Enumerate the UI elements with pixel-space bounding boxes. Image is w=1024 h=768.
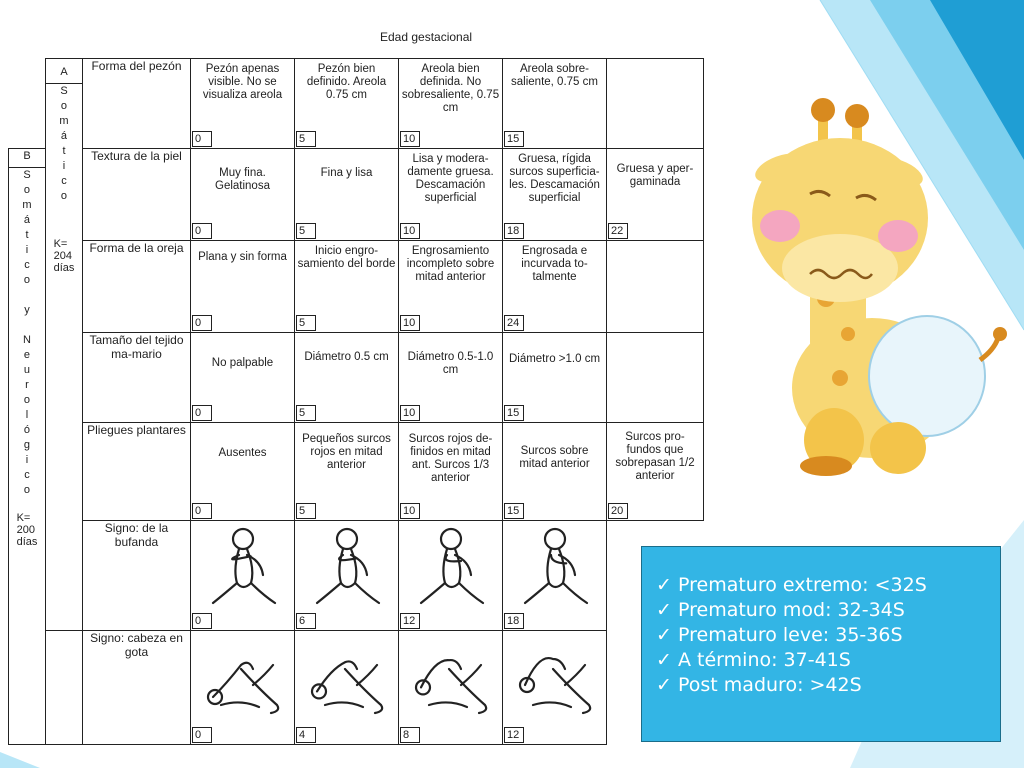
- check-icon: ✓: [656, 674, 672, 696]
- head-drop-figure-lines: [208, 663, 278, 713]
- score-box: 5: [296, 405, 316, 421]
- table-cell: [607, 333, 704, 423]
- vertical-letter: t: [25, 229, 29, 241]
- cell-text: Areola sobre-saliente, 0.75 cm: [511, 63, 598, 88]
- gestational-age-classification-box: [641, 546, 1001, 742]
- cell-text: No palpable: [211, 357, 274, 369]
- table-body: [9, 59, 704, 745]
- row-label-cell: [83, 423, 191, 521]
- score-box: 10: [400, 503, 420, 519]
- score-box: 12: [504, 727, 524, 743]
- score-box: 0: [192, 405, 212, 421]
- row-label: Forma de la oreja: [89, 241, 184, 255]
- giraffe-cheek: [760, 210, 800, 242]
- giraffe-tail-tip: [993, 327, 1007, 341]
- k-unit: días: [16, 536, 38, 548]
- row-label-cell: [83, 333, 191, 423]
- vertical-letter: S: [23, 169, 31, 181]
- giraffe-leg: [870, 422, 926, 474]
- scarf-sign-figure: [307, 525, 387, 609]
- classification-text: Prematuro mod: 32-34S: [678, 599, 905, 621]
- scarf-figure-lines: [317, 529, 379, 603]
- score-box: 10: [400, 131, 420, 147]
- score-box: 5: [296, 315, 316, 331]
- check-icon: ✓: [656, 649, 672, 671]
- section-a-letter: A: [46, 65, 82, 84]
- score-box: 5: [296, 223, 316, 239]
- check-icon: ✓: [656, 624, 672, 646]
- vertical-letter: S: [60, 85, 68, 97]
- cell-text: Muy fina. Gelatinosa: [215, 167, 270, 192]
- cell-text: Pezón apenas visible. No se visualiza areola: [202, 63, 283, 101]
- classification-item: [656, 648, 1000, 673]
- row-label: Signo: de la bufanda: [104, 521, 169, 549]
- scarf-figure-lines: [421, 529, 483, 603]
- section-a-spacer: [46, 521, 83, 631]
- score-box: 0: [192, 223, 212, 239]
- cell-text: Surcos sobre mitad anterior: [519, 445, 590, 470]
- giraffe-muzzle: [782, 234, 898, 302]
- vertical-letter: c: [61, 175, 67, 187]
- score-box: 0: [192, 315, 212, 331]
- table-cell: [503, 59, 607, 149]
- table-cell: [607, 423, 704, 521]
- table-row: [9, 149, 704, 241]
- table-row: [9, 241, 704, 333]
- table-cell: [607, 149, 704, 241]
- table-cell: [191, 241, 295, 333]
- head-drop-figure-lines: [520, 658, 590, 713]
- cell-text: Diámetro 0.5 cm: [304, 351, 389, 363]
- giraffe-illustration: [722, 98, 1012, 478]
- table-cell: [295, 241, 399, 333]
- table-cell: [607, 59, 704, 149]
- score-box: 18: [504, 613, 524, 629]
- classification-item: [656, 673, 1000, 698]
- table-cell: [399, 631, 503, 745]
- head-drop-sign-figure: [201, 635, 285, 719]
- cell-text: Diámetro >1.0 cm: [508, 353, 601, 365]
- table-cell: [191, 59, 295, 149]
- cell-text: Inicio engro-samiento del borde: [297, 245, 396, 270]
- vertical-letter: u: [23, 364, 31, 376]
- vertical-letter: o: [23, 394, 31, 406]
- vertical-letter: i: [25, 244, 29, 256]
- section-b-word: [22, 168, 31, 498]
- vertical-letter: ó: [23, 424, 31, 436]
- vertical-letter: á: [60, 130, 68, 142]
- row-label-cell: [83, 59, 191, 149]
- vertical-letter: e: [23, 349, 31, 361]
- cell-text: Engrosamiento incompleto sobre mitad anterior: [406, 245, 495, 283]
- cell-text: Areola bien definida. No sobresaliente, 0.75 cm: [401, 63, 500, 114]
- row-label-cell: [83, 631, 191, 745]
- classification-item: [656, 573, 1000, 598]
- table-row: [9, 333, 704, 423]
- section-a-k: [54, 238, 75, 274]
- capurro-table: [8, 58, 704, 745]
- score-box: 12: [400, 613, 420, 629]
- score-box: 8: [400, 727, 420, 743]
- vertical-letter: o: [23, 274, 31, 286]
- k-unit: días: [53, 262, 75, 274]
- vertical-letter: g: [23, 439, 31, 451]
- deco-corner-bottom-left: [0, 752, 40, 768]
- score-box: 0: [192, 503, 212, 519]
- vertical-letter: t: [62, 145, 66, 157]
- vertical-letter: N: [23, 334, 31, 346]
- score-box: 0: [192, 131, 212, 147]
- section-b-letter: B: [9, 149, 45, 168]
- section-a: [46, 59, 83, 521]
- cell-text: Gruesa y aper-gaminada: [616, 163, 694, 188]
- section-b: [9, 149, 46, 745]
- giraffe-horn-tip: [845, 104, 869, 128]
- vertical-letter: c: [24, 259, 30, 271]
- giraffe-spot: [841, 327, 855, 341]
- giraffe-hoof: [800, 456, 852, 476]
- head-drop-sign-figure: [305, 635, 389, 719]
- cell-text: Diámetro 0.5-1.0 cm: [407, 351, 494, 376]
- table-cell: [295, 149, 399, 241]
- head-drop-figure-lines: [312, 661, 382, 713]
- row-label: Pliegues plantares: [87, 423, 186, 437]
- giraffe-tail: [980, 338, 998, 360]
- score-box: 22: [608, 223, 628, 239]
- score-box: 18: [504, 223, 524, 239]
- table-cell: [295, 423, 399, 521]
- scarf-sign-figure: [515, 525, 595, 609]
- score-box: 20: [608, 503, 628, 519]
- table-cell: [399, 423, 503, 521]
- table-cell: [607, 241, 704, 333]
- cell-text: Engrosada e incurvada to-talmente: [521, 245, 588, 283]
- classification-text: Prematuro extremo: <32S: [678, 574, 927, 596]
- table-cell: [191, 149, 295, 241]
- table-cell: [399, 521, 503, 631]
- k-label: K=: [53, 238, 68, 250]
- vertical-letter: m: [22, 199, 32, 211]
- cell-text: Lisa y modera-damente gruesa. Descamación superficial: [407, 153, 494, 204]
- vertical-letter: o: [23, 484, 31, 496]
- k-label: K=: [16, 512, 31, 524]
- table-cell: [191, 333, 295, 423]
- table-title: Edad gestacional: [380, 30, 473, 44]
- table-cell: [191, 423, 295, 521]
- vertical-letter: [22, 288, 31, 303]
- score-box: 10: [400, 315, 420, 331]
- k-value: 200: [16, 524, 35, 536]
- table-cell: [503, 423, 607, 521]
- classification-text: Post maduro: >42S: [678, 674, 862, 696]
- score-box: 24: [504, 315, 524, 331]
- empty-corner: [9, 59, 46, 149]
- vertical-letter: l: [25, 409, 29, 421]
- k-value: 204: [53, 250, 72, 262]
- head-drop-sign-figure: [409, 635, 493, 719]
- table-cell: [503, 631, 607, 745]
- cell-text: Fina y lisa: [320, 167, 373, 179]
- score-box: 0: [192, 727, 212, 743]
- score-box: 5: [296, 503, 316, 519]
- scarf-sign-figure: [203, 525, 283, 609]
- section-a-spacer: [46, 631, 83, 745]
- table-cell: [503, 149, 607, 241]
- row-label-cell: [83, 149, 191, 241]
- head-drop-sign-figure: [513, 635, 597, 719]
- scarf-sign-figure: [411, 525, 491, 609]
- row-label: Forma del pezón: [91, 59, 182, 73]
- table-cell: [191, 521, 295, 631]
- vertical-letter: [22, 318, 31, 333]
- check-icon: ✓: [656, 599, 672, 621]
- table-cell: [399, 241, 503, 333]
- giraffe-spot: [832, 370, 848, 386]
- vertical-letter: á: [23, 214, 31, 226]
- giraffe-cheek: [878, 220, 918, 252]
- table-row: [9, 423, 704, 521]
- row-label: Tamaño del tejido ma-mario: [89, 333, 184, 361]
- vertical-letter: o: [23, 184, 31, 196]
- table-cell: [295, 59, 399, 149]
- score-box: 10: [400, 405, 420, 421]
- cell-text: Pequeños surcos rojos en mitad anterior: [302, 433, 391, 471]
- table-cell: [295, 521, 399, 631]
- score-box: 10: [400, 223, 420, 239]
- vertical-letter: c: [24, 469, 30, 481]
- row-label-cell: [83, 241, 191, 333]
- classification-text: Prematuro leve: 35-36S: [678, 624, 903, 646]
- vertical-letter: m: [59, 115, 69, 127]
- classification-text: A término: 37-41S: [678, 649, 851, 671]
- cell-text: Gruesa, rígida surcos superficia-les. Descamación superficial: [509, 153, 600, 204]
- vertical-letter: y: [24, 304, 30, 316]
- table-row: [9, 521, 704, 631]
- giraffe-diaper: [869, 316, 985, 436]
- table-cell: [399, 149, 503, 241]
- classification-item: [656, 623, 1000, 648]
- row-label: Textura de la piel: [91, 149, 182, 163]
- vertical-letter: i: [62, 160, 66, 172]
- cell-text: Ausentes: [218, 447, 267, 459]
- score-box: 15: [504, 405, 524, 421]
- vertical-letter: o: [60, 190, 68, 202]
- section-a-word: [59, 84, 68, 204]
- score-box: 15: [504, 503, 524, 519]
- table-cell: [191, 631, 295, 745]
- table-row: [9, 59, 704, 149]
- cell-text: Plana y sin forma: [198, 251, 287, 263]
- score-box: 0: [192, 613, 212, 629]
- check-icon: ✓: [656, 574, 672, 596]
- scarf-figure-lines: [213, 529, 275, 603]
- table-cell: [503, 521, 607, 631]
- vertical-letter: o: [60, 100, 68, 112]
- head-drop-figure-lines: [416, 660, 486, 713]
- row-label-cell: [83, 521, 191, 631]
- table-cell: [503, 241, 607, 333]
- cell-text: Surcos pro-fundos que sobrepasan 1/2 anterior: [615, 431, 695, 482]
- vertical-letter: i: [25, 454, 29, 466]
- cell-text: Pezón bien definido. Areola 0.75 cm: [306, 63, 387, 101]
- giraffe-horn-tip: [811, 98, 835, 122]
- table-cell: [295, 631, 399, 745]
- classification-item: [656, 598, 1000, 623]
- table-cell: [295, 333, 399, 423]
- score-box: 4: [296, 727, 316, 743]
- row-label: Signo: cabeza en gota: [90, 631, 183, 659]
- scarf-figure-lines: [525, 529, 587, 603]
- score-box: 5: [296, 131, 316, 147]
- cell-text: Surcos rojos de-finidos en mitad ant. Surcos 1/3 anterior: [408, 433, 493, 484]
- score-box: 6: [296, 613, 316, 629]
- vertical-letter: r: [25, 379, 29, 391]
- section-b-k: [17, 512, 38, 548]
- table-cell: [399, 333, 503, 423]
- score-box: 15: [504, 131, 524, 147]
- table-cell: [399, 59, 503, 149]
- table-row: [9, 631, 704, 745]
- table-cell: [503, 333, 607, 423]
